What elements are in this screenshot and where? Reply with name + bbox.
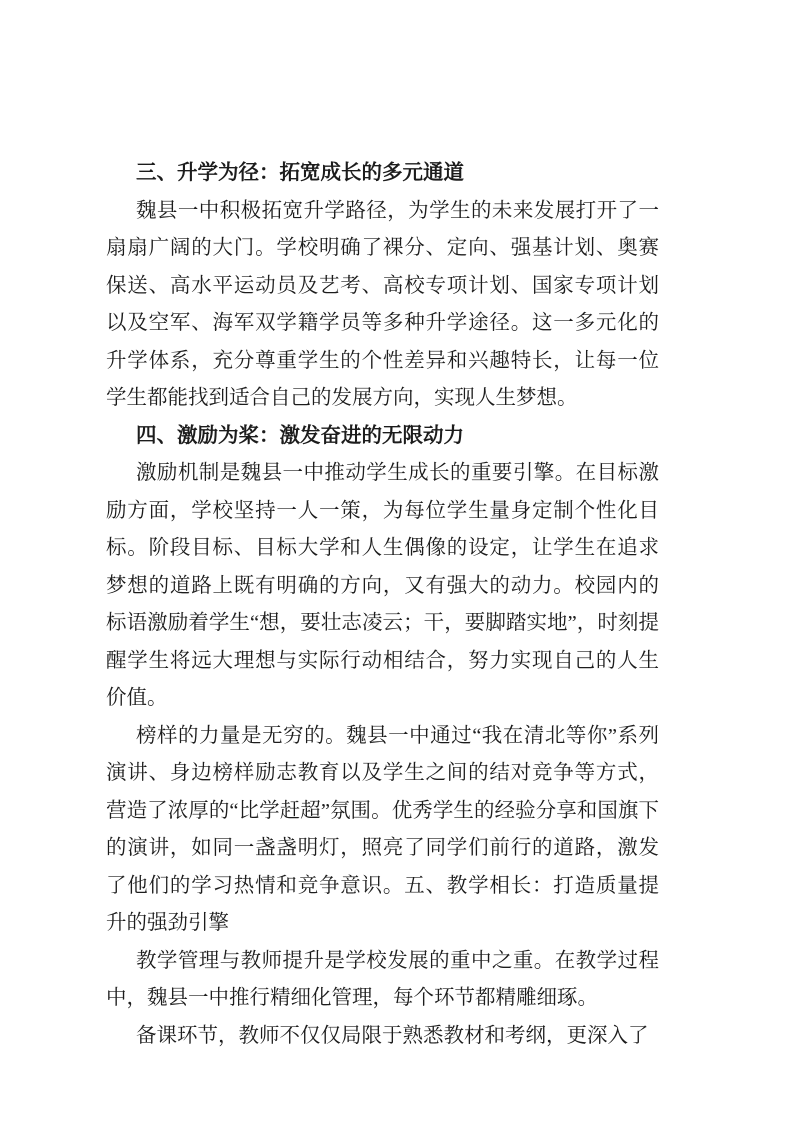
paragraph-motivation-mechanism: 激励机制是魏县一中推动学生成长的重要引擎。在目标激励方面，学校坚持一人一策，为每位学生量身定制个性化目标。阶段目标、目标大学和人生偶像的设定，让学生在追求梦想的道路上既有明确的方向，又有强大的动力。校园内的标语激励着学生“想，要壮志凌云；干，要脚踏实地”，时刻提醒学生将远大理想与实际行动相结合，努力实现自己的人生价值。 [106, 462, 659, 709]
document-content [106, 155, 659, 1055]
paragraph-teaching-management: 教学管理与教师提升是学校发展的重中之重。在教学过程中，魏县一中推行精细化管理，每个环节都精雕细琢。 [106, 949, 659, 1009]
paragraph-promotion-paths: 魏县一中积极拓宽升学路径，为学生的未来发展打开了一扇扇广阔的大门。学校明确了裸分、定向、强基计划、奥赛保送、高水平运动员及艺考、高校专项计划、国家专项计划以及空军、海军双学籍学员等多种升学途径。这一多元化的升学体系，充分尊重学生的个性差异和兴趣特长，让每一位学生都能找到适合自己的发展方向，实现人生梦想。 [106, 199, 659, 409]
paragraph-lesson-preparation: 备课环节，教师不仅仅局限于熟悉教材和考纲，更深入了 [136, 1024, 649, 1047]
paragraph-role-models: 榜样的力量是无穷的。魏县一中通过“我在清北等你”系列演讲、身边榜样励志教育以及学生之间的结对竞争等方式，营造了浓厚的“比学赶超”氛围。优秀学生的经验分享和国旗下的演讲，如同一盏盏明灯，照亮了同学们前行的道路，激发了他们的学习热情和竞争意识。五、教学相长：打造质量提升的强劲引擎 [106, 724, 659, 934]
section-heading-motivation: 四、激励为桨：激发奋进的无限动力 [136, 424, 464, 447]
section-heading-promotion-paths: 三、升学为径：拓宽成长的多元通道 [136, 162, 464, 184]
